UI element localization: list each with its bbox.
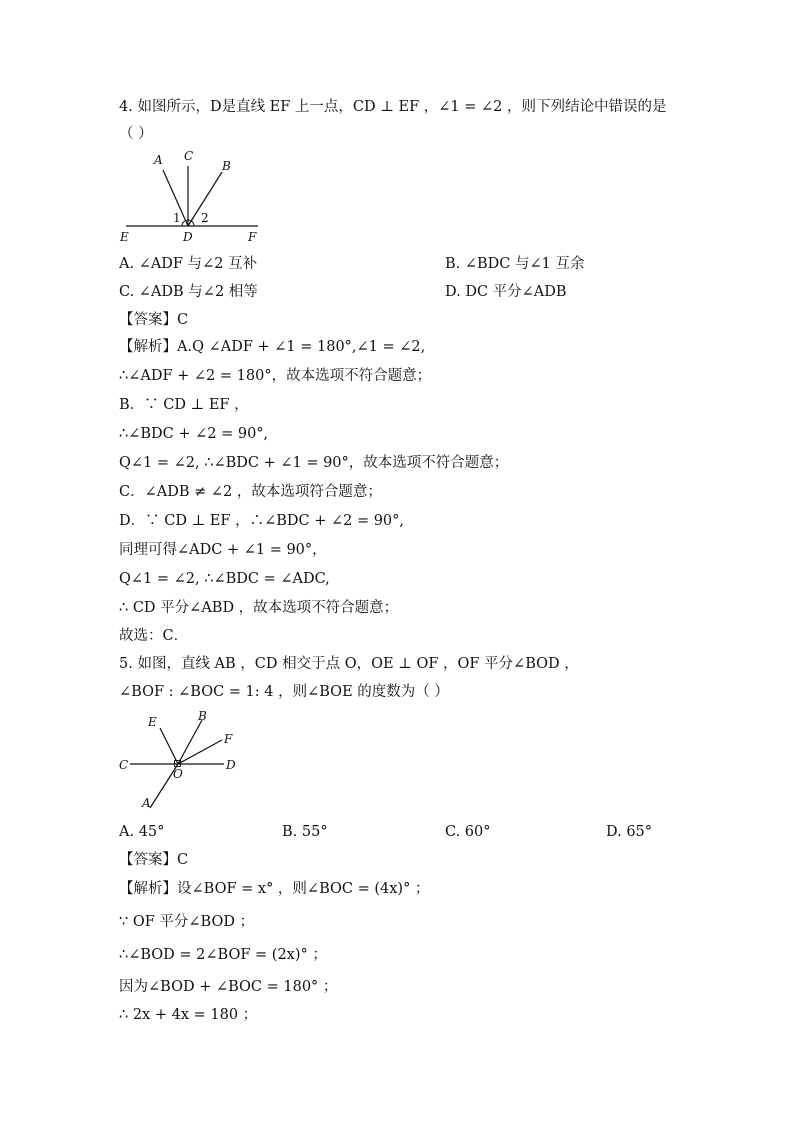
q5-analysis-2: ∴∠BOD = 2∠BOF = (2x)° ； [119, 947, 327, 963]
label-angle-1: 1 [173, 211, 181, 225]
ray-oe [160, 728, 178, 764]
q4-analysis-7: 同理可得∠ADC + ∠1 = 90°， [119, 542, 327, 558]
label-E: E [120, 230, 129, 244]
q4-option-c: C. ∠ADB 与∠2 相等 [119, 284, 258, 300]
label-B: B [222, 159, 231, 173]
q5-option-d: D. 65° [606, 824, 653, 840]
q5-option-c: C. 60° [445, 824, 491, 840]
q5-stem-line2: ∠BOF : ∠BOC = 1: 4 ，则∠BOE 的度数为（ ） [119, 684, 449, 700]
q4-analysis-0: 【解析】A.Q ∠ADF + ∠1 = 180°,∠1 = ∠2, [119, 339, 426, 355]
q5-option-b: B. 55° [282, 824, 328, 840]
q4-option-b: B. ∠BDC 与∠1 互余 [445, 256, 585, 272]
q4-option-d: D. DC 平分∠ADB [445, 284, 567, 300]
label-A: A [154, 153, 163, 167]
q4-analysis-9: ∴ CD 平分∠ABD ，故本选项不符合题意； [119, 600, 399, 616]
label-angle-2: 2 [201, 211, 209, 225]
label-E: E [148, 715, 157, 729]
label-O: O [173, 767, 183, 781]
q5-stem-line1: 5. 如图，直线 AB ，CD 相交于点 O，OE ⊥ OF ，OF 平分∠BOD ， [119, 656, 579, 672]
q4-analysis-8: Q∠1 = ∠2, ∴∠BDC = ∠ADC, [119, 571, 330, 587]
q5-analysis-1: ∵ OF 平分∠BOD ； [119, 914, 255, 930]
q4-stem-line1: 4. 如图所示，D是直线 EF 上一点，CD ⊥ EF ，∠1 = ∠2 ，则下列结论中错误的是 [119, 99, 667, 115]
q5-answer: 【答案】C [119, 852, 189, 868]
q5-analysis-3: 因为∠BOD + ∠BOC = 180° ； [119, 979, 338, 995]
q4-analysis-4: Q∠1 = ∠2, ∴∠BDC + ∠1 = 90°，故本选项不符合题意； [119, 455, 509, 471]
q5-analysis-0: 【解析】设∠BOF = x° ，则∠BOC = (4x)° ； [119, 881, 430, 897]
q5-figure [112, 706, 252, 810]
q4-analysis-1: ∴∠ADF + ∠2 = 180°，故本选项不符合题意； [119, 368, 432, 384]
q4-analysis-6: D．∵ CD ⊥ EF ，∴∠BDC + ∠2 = 90°, [119, 513, 405, 529]
q4-answer: 【答案】C [119, 312, 189, 328]
q4-stem-line2: （ ） [119, 126, 153, 142]
q4-figure [112, 148, 272, 246]
label-D: D [183, 230, 193, 244]
q4-analysis-10: 故选：C． [119, 628, 189, 644]
label-C: C [184, 149, 194, 163]
label-D: D [226, 758, 236, 772]
label-C: C [119, 758, 129, 772]
label-F: F [224, 732, 233, 746]
label-F: F [248, 230, 257, 244]
q5-option-a: A. 45° [119, 824, 165, 840]
label-A: A [142, 796, 151, 810]
label-B: B [198, 709, 207, 723]
q4-analysis-3: ∴∠BDC + ∠2 = 90°, [119, 426, 269, 442]
q5-analysis-4: ∴ 2x + 4x = 180 ； [119, 1007, 258, 1023]
q4-analysis-5: C．∠ADB ≠ ∠2 ，故本选项符合题意； [119, 484, 382, 500]
q4-option-a: A. ∠ADF 与∠2 互补 [119, 256, 258, 272]
q4-analysis-2: B．∵ CD ⊥ EF ， [119, 397, 249, 413]
